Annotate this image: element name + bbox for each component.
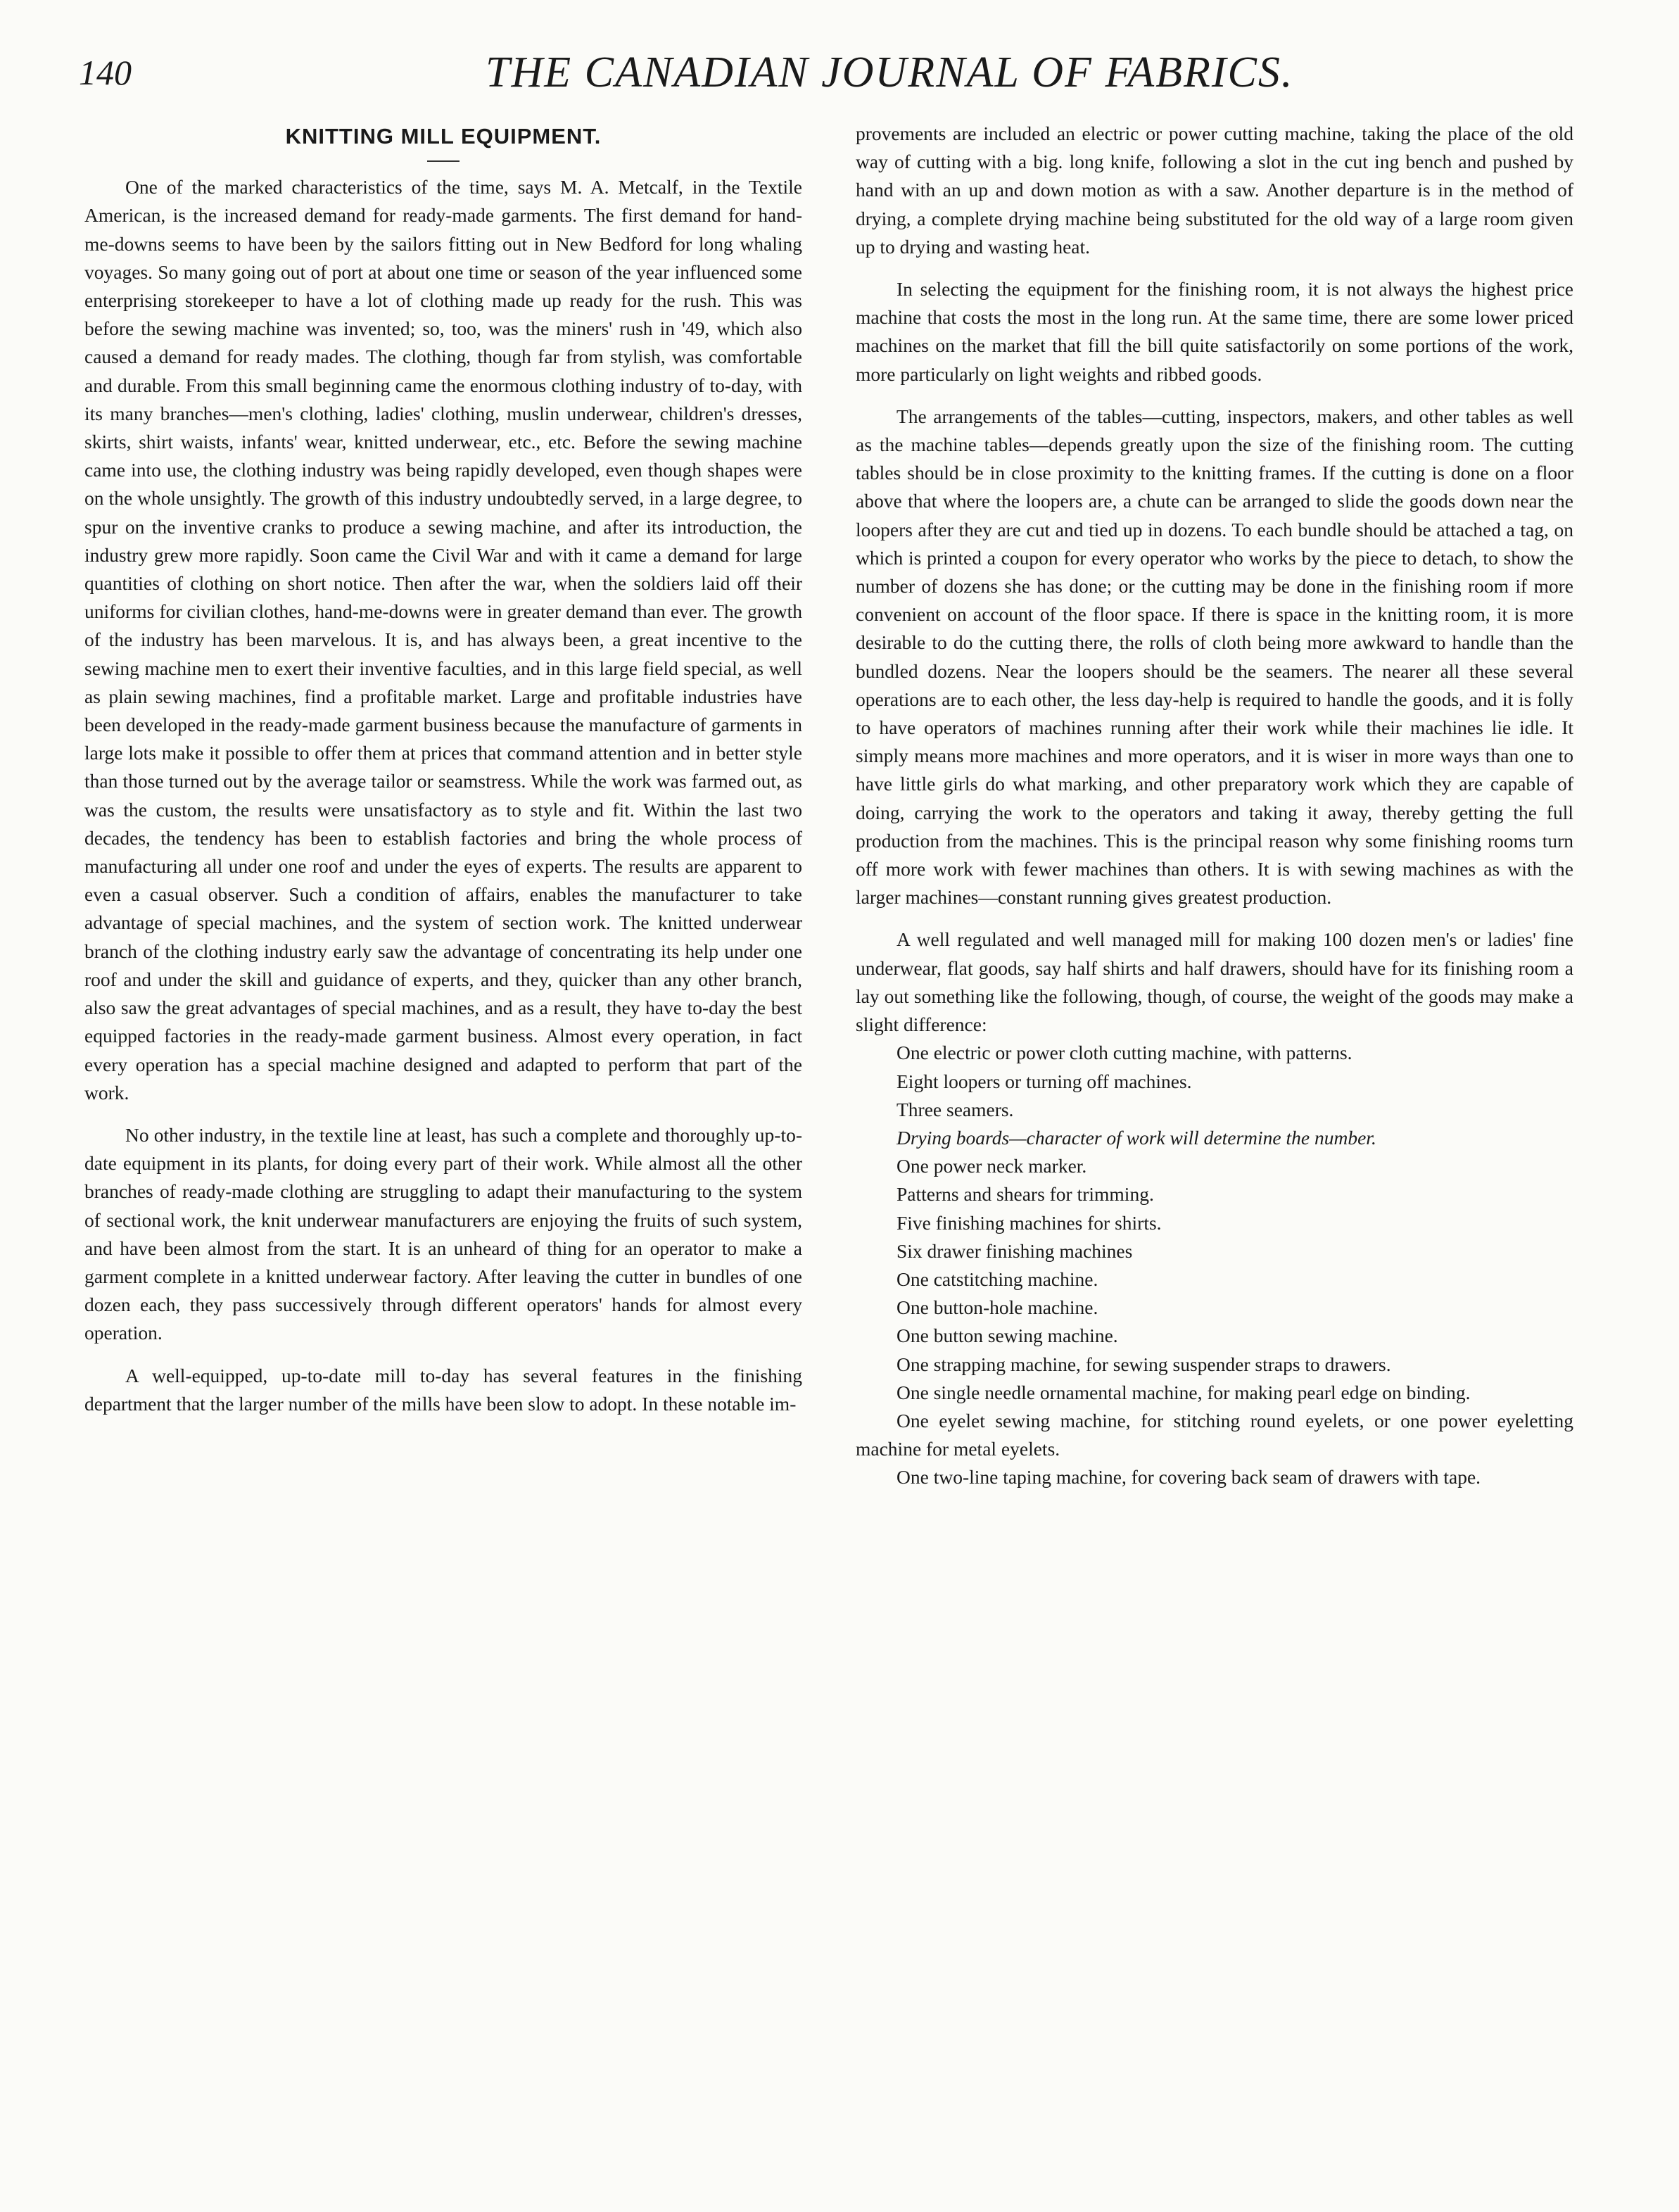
- list-item: Three seamers.: [896, 1098, 1014, 1120]
- list-item: [856, 1124, 1573, 1152]
- paragraph: In selecting the equipment for the finishing room, it is not always the highest price machine that costs the most in the long run. At the same time, there are some lower priced machines on the market that fill the bill quite satisfactorily on some portions of the work, more particularly on light weights and ribbed goods.: [856, 278, 1573, 385]
- list-item: Patterns and shears for trimming.: [896, 1183, 1154, 1206]
- list-item: One power neck marker.: [896, 1155, 1087, 1177]
- list-item: One strapping machine, for sewing suspender straps to drawers.: [896, 1353, 1391, 1375]
- paragraph: A well regulated and well managed mill for making 100 dozen men's or ladies' fine underwear, flat goods, say half shirts and half drawers, should have for its finishing room a lay out something like the following, though, of course, the weight of the goods may make a slight difference:: [856, 928, 1573, 1036]
- list-item: One button sewing machine.: [896, 1325, 1118, 1347]
- right-column: [856, 120, 1573, 1492]
- list-item: One button-hole machine.: [896, 1296, 1098, 1319]
- paragraph: One of the marked characteristics of the time, says M. A. Metcalf, in the Textile American, is the increased demand for ready-made garments. The first demand for hand-me-downs seems to have been by the sailors fitting out in New Bedford for long whaling voyages. So many going out of port at about one time or season of the year influenced some enterprising storekeeper to have a lot of clothing made up ready for the rush. This was before the sewing machine was invented; so, too, was the miners' rush in '49, which also caused a demand for ready mades. The clothing, though far from stylish, was comfortable and durable. From this small beginning came the enormous clothing industry of to-day, with its many branches—men's clothing, ladies' clothing, muslin underwear, children's dresses, skirts, shirt waists, infants' wear, knitted underwear, etc., etc. Before the sewing machine came into use, the clothing industry was being rapidly developed, even though shapes were on the whole unsightly. The growth of this industry undoubtedly served, in a large degree, to spur on the inventive cranks to produce a sewing machine, and after its introduction, the industry grew more rapidly. Soon came the Civil War and with it came a demand for large quantities of clothing on short notice. Then after the war, when the soldiers laid off their uniforms for civilian clothes, hand-me-downs were in greater demand than ever. The growth of the industry has been marvelous. It is, and has always been, a great incentive to the sewing machine men to exert their inventive faculties, and in this large field special, as well as plain sewing machines, find a profitable market. Large and profitable industries have been developed in the ready-made garment business because the manufacture of garments in large lots make it possible to offer them at prices that command attention and in better style than those turned out by the average tailor or seamstress. While the work was farmed out, as was the custom, the results were unsatisfactory as to style and fit. Within the last two decades, the tendency has been to establish factories and bring the whole process of manufacturing all under one roof and under the eyes of experts. The results are apparent to even a casual observer. Such a condition of affairs, enables the manufacturer to take advantage of special machines, and the system of section work. The knitted underwear branch of the clothing industry early saw the advantage of concentrating its help under one roof and under the skill and guidance of experts, and they, quicker than any other branch, also saw the great advantages of special machines, and as a result, they have to-day the best equipped factories in the ready-made garment business. Almost every operation, in fact every operation has a special machine designed and adapted to perform that part of the work.: [84, 176, 802, 1104]
- paragraph: provements are included an electric or power cutting machine, taking the place of the old way of cutting with a big. long knife, following a slot in the cut ing bench and pushed by hand with an up and down motion as with a saw. Another departure is in the method of drying, a complete drying machine being substituted for the old way of a large room given up to drying and wasting heat.: [856, 122, 1573, 258]
- paragraph: The arrangements of the tables—cutting, inspectors, makers, and other tables as well as the machine tables—depends greatly upon the size of the finishing room. The cutting tables should be in close proximity to the knitting frames. If the cutting is done on a floor above that where the loopers are, a chute can be arranged to slide the goods down near the loopers after they are cut and tied up in dozens. To each bundle should be attached a tag, on which is printed a coupon for every operator who works by the piece to detach, to show the number of dozens she has done; or the cutting may be done in the finishing room if more convenient on account of the floor space. If there is space in the knitting room, it is more desirable to do the cutting there, the rolls of cloth being more awkward to handle than the bundled dozens. Near the loopers should be the seamers. The nearer all these several operations are to each other, the less day-help is required to handle the goods, and it is folly to have operators of machines running after their work while their machines lie idle. It simply means more machines and more operators, and it is wiser in more ways than one to have little girls do what marking, and other preparatory work which they are capable of doing, carrying the work to the operators and taking it away, thereby getting the full production from the machines. This is the principal reason why some finishing rooms turn off more work with fewer machines than others. It is with sewing machines as with the larger machines—constant running gives greatest production.: [856, 405, 1573, 909]
- list-item: One eyelet sewing machine, for stitching round eyelets, or one power eyeletting machine for metal eyelets.: [856, 1409, 1573, 1460]
- list-item-text: Drying boards—character of work will determine the number.: [896, 1126, 1376, 1149]
- title-rule: [427, 160, 460, 162]
- equipment-list: [856, 1039, 1573, 1491]
- list-item: One single needle ornamental machine, for making pearl edge on binding.: [896, 1381, 1471, 1403]
- list-item: One electric or power cloth cutting machine, with patterns.: [896, 1042, 1352, 1064]
- list-item: Eight loopers or turning off machines.: [896, 1070, 1192, 1092]
- journal-title: THE CANADIAN JOURNAL OF FABRICS.: [486, 49, 1294, 96]
- page-number: 140: [79, 53, 132, 92]
- list-item: Five finishing machines for shirts.: [896, 1211, 1162, 1234]
- article-title: KNITTING MILL EQUIPMENT.: [285, 124, 602, 148]
- paragraph: A well-equipped, up-to-date mill to-day has several features in the finishing department that the larger number of the mills have been slow to adopt. In these notable im-: [84, 1364, 802, 1415]
- list-item: Six drawer finishing machines: [896, 1239, 1133, 1262]
- list-item: One two-line taping machine, for covering back seam of drawers with tape.: [896, 1466, 1481, 1489]
- paragraph: No other industry, in the textile line at least, has such a complete and thoroughly up-to-date equipment in its plants, for doing every part of their work. While almost all the other branches of ready-made clothing are struggling to adapt their manufacturing to the system of sectional work, the knit underwear manufacturers are enjoying the fruits of such system, and have been almost from the start. It is an unheard of thing for an operator to make a garment complete in a knitted underwear factory. After leaving the cutter in bundles of one dozen each, they pass successively through different operators' hands for almost every operation.: [84, 1123, 802, 1344]
- left-column: [84, 120, 802, 1418]
- list-item: One catstitching machine.: [896, 1268, 1098, 1290]
- page-header: [0, 28, 1679, 113]
